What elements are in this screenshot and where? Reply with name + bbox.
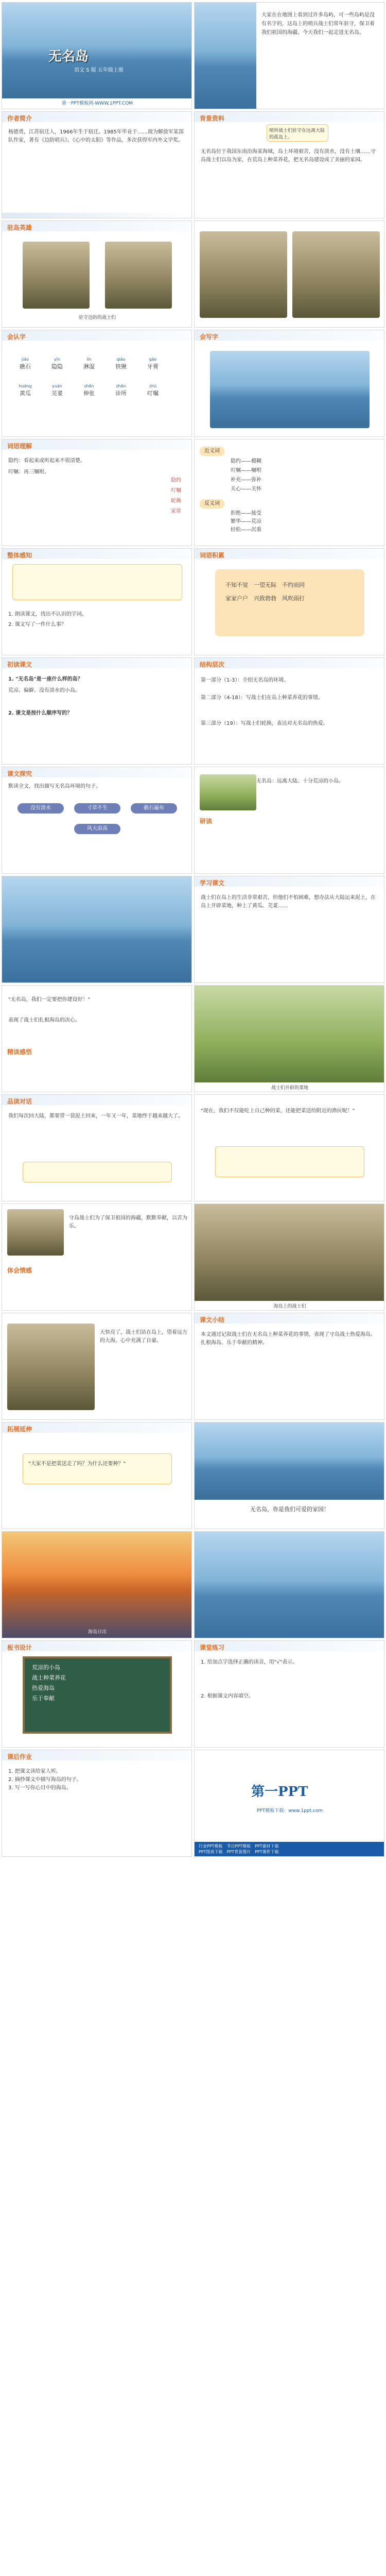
practice-slide[interactable] <box>194 1640 384 1748</box>
homework-items: 1. 把课文读给家人听。 2. 摘抄课文中描写海岛的句子。 3. 写一写你心目中的海岛。 <box>8 1769 82 1791</box>
intro-photo <box>195 3 256 109</box>
brand-slide[interactable] <box>194 1750 384 1857</box>
dialogue-box <box>23 1162 172 1182</box>
word-row-2: 黄瓜 芫荽 伸张 诊所 叮嘱 <box>20 390 159 397</box>
hero-photo-1 <box>23 242 90 309</box>
lesson-pill-1[interactable]: 没有淡水 <box>17 803 64 814</box>
reading-slide[interactable] <box>2 548 192 655</box>
dialogue-text: 我们每次回大陆，都要带一袋泥土回来，一年又一年，菜地终于越来越大了。 <box>8 1113 183 1119</box>
pinyin-row-2: huáng yuán shēn zhěn zhǔ <box>19 384 157 388</box>
word-explain-item1: 隐约：看起来或听起来不很清楚。 <box>8 458 85 464</box>
pinyin-row-1: jiāo yǐn lín qiāo gāo <box>21 357 157 362</box>
letter-photo <box>7 1324 95 1410</box>
lesson-slide[interactable] <box>2 767 192 874</box>
phrases-title: 词语积累 <box>200 552 225 559</box>
cover-slide[interactable] <box>2 2 192 109</box>
lesson-pill-3[interactable]: 礁石遍布 <box>131 803 177 814</box>
brand-links: 行业PPT模板 节日PPT模板 PPT素材下载 PPT图表下载 PPT背景图片 PPT课件下载 <box>195 1842 384 1856</box>
sunset-caption: 海岛日出 <box>87 1630 107 1635</box>
near-pairs: 隐约——模糊 叮嘱——嘱咐 补充——弥补 关心——关怀 <box>231 459 261 492</box>
words-write-title: 会写字 <box>200 333 219 341</box>
structure-part1: 第一部分（1-3）：介绍无名岛的环境。 <box>201 677 289 683</box>
heroes-slide[interactable] <box>2 221 192 328</box>
cover-title: 无名岛 <box>48 49 89 64</box>
homework-slide[interactable] <box>2 1750 192 1857</box>
people-caption: 海岛上的战士们 <box>273 1304 306 1309</box>
structure-part2: 第二部分（4-18）：写战士们在岛上种菜养花的事情。 <box>201 695 323 701</box>
closing-slide[interactable] <box>194 1422 384 1529</box>
paragraph1-slide[interactable] <box>194 876 384 983</box>
background-text: 无名岛位于我国东南沿海某海域，岛上环境艰苦，没有淡水，没有土壤……守岛战士们以岛为家，在荒岛上种菜养花，把无名岛建设成了美丽的家园。 <box>201 149 376 163</box>
words-write-slide[interactable] <box>194 330 384 437</box>
garden-caption: 战士们开辟的菜地 <box>271 1086 308 1091</box>
paragraph1-title: 学习课文 <box>200 879 225 887</box>
reading-box <box>12 564 182 600</box>
island-photo <box>2 3 192 99</box>
people-photo <box>195 1204 384 1301</box>
cover-subtitle: 语文 S 版 五年级上册 <box>74 67 124 73</box>
reading-title: 整体感知 <box>7 552 32 559</box>
practice-q2: 2. 根据课文内容填空。 <box>201 1693 254 1699</box>
think1-q2: 2. 课文是按什么顺序写的？ <box>8 710 73 716</box>
sunset-photo <box>2 1532 192 1638</box>
structure-part3: 第三部分（19）：写战士们轮换，表达对无名岛的热爱。 <box>201 721 328 726</box>
detail-slide[interactable] <box>2 985 192 1092</box>
home-q-title: 拓展延伸 <box>7 1426 32 1433</box>
detail-note: 表现了战士们扎根海岛的决心。 <box>8 1018 80 1023</box>
dialogue-slide[interactable] <box>2 1094 192 1201</box>
home-q-slide[interactable] <box>2 1422 192 1529</box>
soldiers-thumb <box>7 1209 64 1256</box>
homework-title: 课后作业 <box>7 1753 32 1760</box>
closing-photo <box>195 1422 384 1500</box>
hero-photo-4 <box>292 231 380 318</box>
lesson-prompt: 默读全文，找出描写无名岛环境的句子。 <box>8 784 101 789</box>
word-explain-title: 词语理解 <box>7 443 32 450</box>
structure-title: 结构层次 <box>200 661 225 668</box>
hero-photo-2 <box>105 242 172 309</box>
home-q-box: "大家不是把菜送走了吗？为什么还要种？" <box>23 1453 172 1484</box>
think1-q: 1. "无名岛"是一座什么样的岛？ <box>8 676 83 682</box>
write-photo <box>210 351 370 428</box>
lesson-pill-2[interactable]: 寸草不生 <box>74 803 120 814</box>
heroes-photos-slide[interactable] <box>194 221 384 328</box>
soldiers-slide[interactable] <box>2 1204 192 1311</box>
reading-q1: 1. 朗读课文，找出不认识的字词。 <box>8 612 87 617</box>
heroes-caption: 驻守边防的战士们 <box>78 315 116 320</box>
think1-a: 荒凉、偏僻、没有淡水的小岛。 <box>8 688 80 693</box>
lesson-pill-4[interactable]: 风大浪高 <box>74 824 120 834</box>
phrases-slide[interactable] <box>194 548 384 655</box>
phrases-box: 不知不觉 一望无际 不约而同 家家户户 兴致勃勃 风吹雨打 <box>215 569 364 636</box>
veg-slide[interactable] <box>194 1094 384 1201</box>
island-slide[interactable] <box>194 767 384 874</box>
letter-slide[interactable] <box>2 1313 192 1420</box>
people-slide[interactable] <box>194 1204 384 1311</box>
structure-slide[interactable] <box>194 657 384 765</box>
chalk-board: 荒凉的小岛 战士种菜养花 热爱海岛 乐于奉献 <box>23 1656 172 1734</box>
practice-title: 课堂练习 <box>200 1644 225 1651</box>
hero-photo-3 <box>200 231 287 318</box>
intro-text: 大家在在地图上看到过许多岛屿，可一些岛屿是没有名字的，这岛上的哨兵战士们常年驻守，保卫着我们祖国的海疆。今天我们一起走进无名岛。 <box>261 12 375 36</box>
island-photo-slide[interactable] <box>2 876 192 983</box>
island-title: 研读 <box>200 818 213 825</box>
detail-title: 精读感悟 <box>7 1048 32 1056</box>
summary1-title: 课文小结 <box>200 1316 225 1324</box>
reading-q2: 2. 课文写了一件什么事？ <box>8 622 66 628</box>
word-explain-slide[interactable] <box>2 439 192 546</box>
background-callout: 哨所战士们驻守在远离大陆的孤岛上。 <box>267 124 328 142</box>
near-words-slide[interactable] <box>194 439 384 546</box>
closing-text: 无名岛，你是我们可爱的家园！ <box>250 1506 329 1513</box>
letter-text: 天快亮了，战士们站在岛上，望着远方的大海，心中充满了自豪。 <box>100 1330 187 1344</box>
author-text: 杨德勇，江苏宿迁人，1966年生于宿迁。1985年毕业于……现为解放军某部队作家，著有《边防哨兵》、《心中的太阳》等作品，多次获得军内外文学奖。 <box>8 129 184 143</box>
board-title: 板书设计 <box>7 1644 32 1651</box>
author-slide[interactable] <box>2 111 192 218</box>
brand-slogan: PPT模板下载：www.1ppt.com <box>256 1808 323 1814</box>
think1-title: 初读课文 <box>7 661 32 668</box>
veg-box <box>215 1146 364 1177</box>
soldiers-text: 守岛战士们为了保卫祖国的海疆，默默奉献，以苦为乐。 <box>69 1215 187 1229</box>
heroes-title: 驻岛英雄 <box>7 224 32 231</box>
dialogue-title: 品读对话 <box>7 1098 32 1105</box>
words-learn-slide[interactable] <box>2 330 192 437</box>
summary1-slide[interactable] <box>194 1313 384 1420</box>
words-learn-title: 会认字 <box>7 333 26 341</box>
island-callout: 无名岛：远离大陆、十分荒凉的小岛。 <box>256 778 344 784</box>
paragraph1-text: 战士们在岛上的生活非常艰苦，但他们不怕困难，想办法从大陆运来泥土，在岛上开辟菜地，种上了黄瓜、芫荽…… <box>201 895 376 909</box>
summary1-text: 本文通过记叙战士们在无名岛上种菜养花的事情，表现了守岛战士热爱海岛、扎根海岛、乐于奉献的精神。 <box>201 1332 376 1346</box>
sea-slide[interactable] <box>194 1531 384 1638</box>
background-title: 背景资料 <box>200 115 225 122</box>
detail-quote: "无名岛，我们一定要把你建设好！" <box>8 997 91 1003</box>
island-wide-photo <box>2 876 192 983</box>
antonym-pairs: 拒绝——接受 繁华——荒凉 轻松——沉重 <box>231 511 261 533</box>
island-thumb <box>200 774 256 810</box>
background-slide[interactable] <box>194 111 384 218</box>
near-title: 近义词 <box>200 447 224 456</box>
word-row-1: 礁石 隐隐 淋湿 铁锹 牙膏 <box>20 363 159 370</box>
think1-slide[interactable] <box>2 657 192 765</box>
author-title: 作者简介 <box>7 115 32 122</box>
word-explain-list: 隐约 叮嘱 轮换 家常 <box>171 478 181 514</box>
garden-slide[interactable] <box>194 985 384 1092</box>
garden-photo <box>195 986 384 1082</box>
word-explain-item2: 叮嘱：再三嘱咐。 <box>8 469 49 475</box>
practice-q1: 1. 给加点字选择正确的读音，用"√"表示。 <box>201 1659 298 1665</box>
intro-slide[interactable] <box>194 2 384 109</box>
veg-text: "现在，我们不仅能吃上自己种的菜，还能把菜送给附近的渔民呢！" <box>201 1108 355 1114</box>
sunset-slide[interactable] <box>2 1531 192 1638</box>
lesson-title: 课文探究 <box>7 770 32 777</box>
board-slide[interactable] <box>2 1640 192 1748</box>
antonym-title: 反义词 <box>200 499 224 509</box>
sea-photo <box>195 1532 384 1638</box>
cover-footer: 第一PPT模板网-WWW.1PPT.COM <box>2 98 192 109</box>
soldiers-title: 体会情感 <box>7 1267 32 1274</box>
brand-logo: 第一PPT <box>251 1784 308 1800</box>
